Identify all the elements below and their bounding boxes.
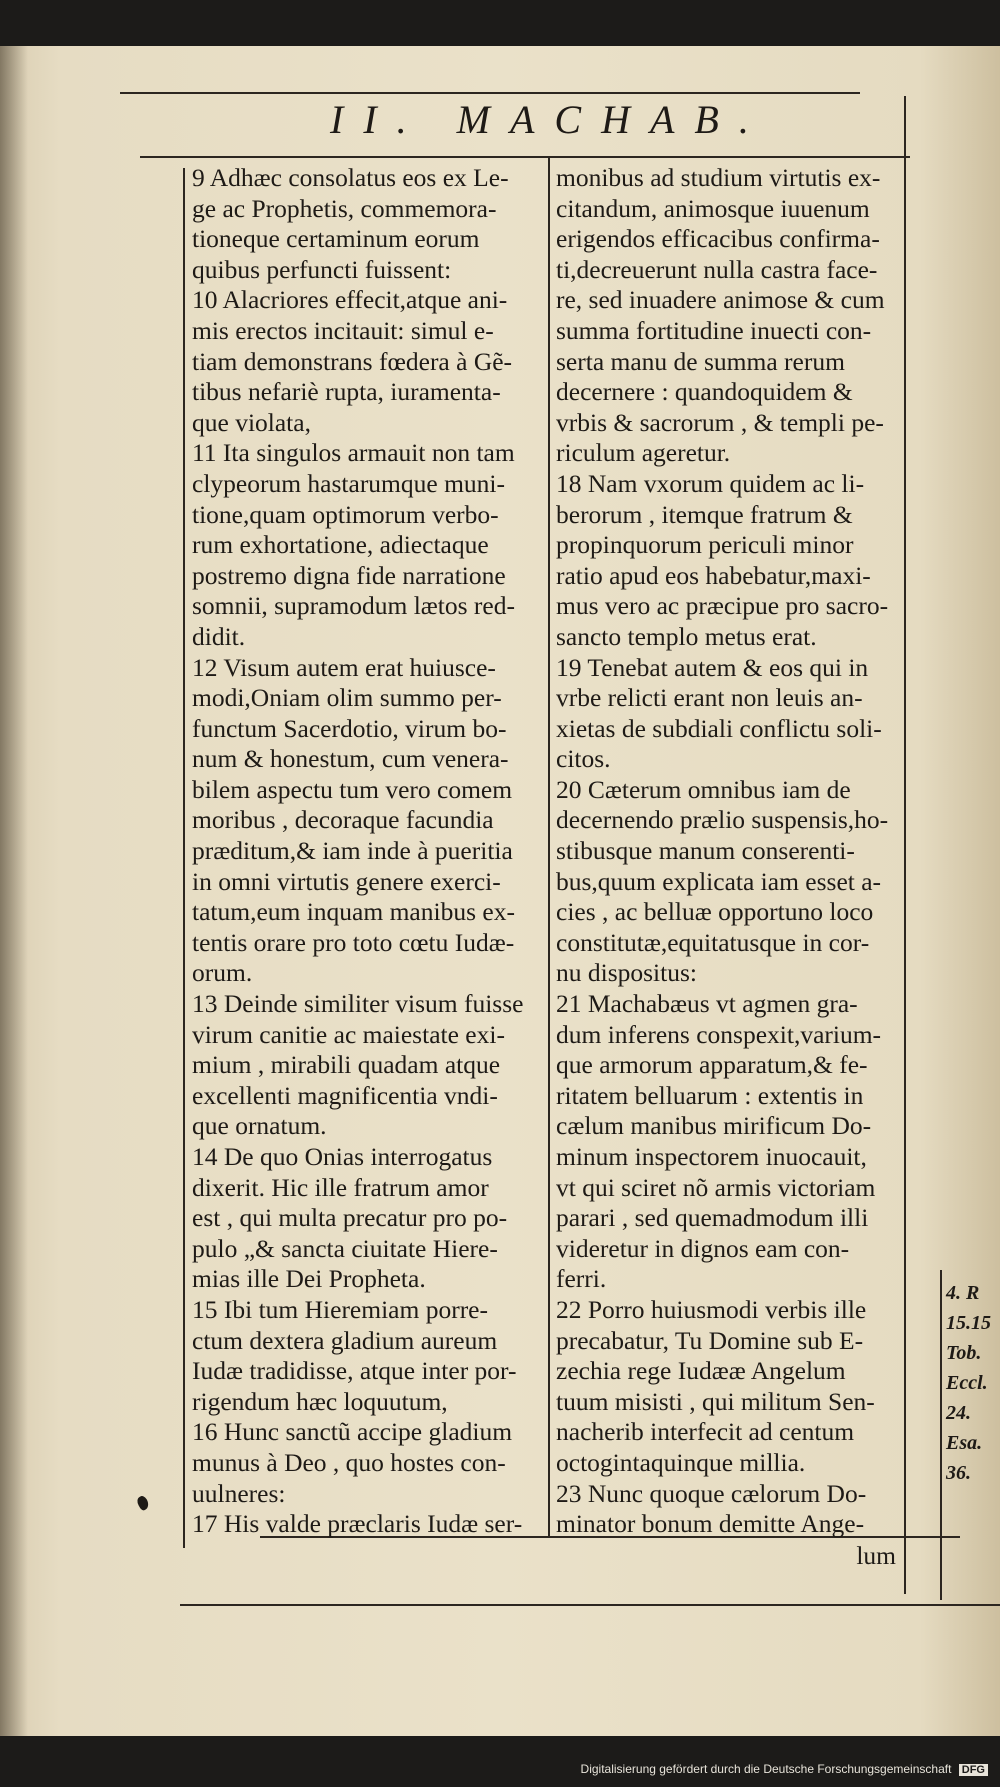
text-line: ge ac Prophetis, commemora- (192, 193, 497, 223)
text-line: clypeorum hastarumque muni- (192, 468, 505, 498)
text-line: xietas de subdiali conflictu soli- (556, 713, 882, 743)
text-line: ritatem belluarum : extentis in (556, 1080, 864, 1110)
text-line: excellenti magnificentia vndi- (192, 1080, 498, 1110)
text-line: que ornatum. (192, 1111, 327, 1141)
dfg-logo: DFG (959, 1764, 988, 1776)
text-line: tibus nefariè rupta, iuramenta- (192, 377, 501, 407)
header-rule-bottom (140, 156, 910, 158)
text-line: ti,decreuerunt nulla castra face- (556, 254, 878, 284)
text-line: nacherib interfecit ad centum (556, 1417, 855, 1447)
text-line: 11 Ita singulos armauit non tam (192, 438, 515, 468)
text-line: citandum, animosque iuuenum (556, 193, 870, 223)
text-line: citos. (556, 744, 611, 774)
text-line: quibus perfuncti fuissent: (192, 254, 452, 284)
text-line: rigendum hæc loquutum, (192, 1386, 448, 1416)
marginalia-rule (940, 1270, 942, 1600)
text-line: uulneres: (192, 1478, 286, 1508)
text-line: tioneque certaminum eorum (192, 224, 480, 254)
text-line: 15 Ibi tum Hieremiam porre- (192, 1294, 488, 1324)
text-line: præditum,& iam inde à pueritia (192, 836, 513, 866)
text-line: 12 Visum autem erat huiusce- (192, 652, 496, 682)
text-line: est , qui multa precatur pro po- (192, 1203, 508, 1233)
text-line: mis erectos incitauit: simul e- (192, 315, 494, 345)
text-line: que armorum apparatum,& fe- (556, 1050, 868, 1080)
left-text-column (192, 163, 544, 1540)
text-line: tatum,eum inquam manibus ex- (192, 897, 515, 927)
text-line: 21 Machabæus vt agmen gra- (556, 989, 858, 1019)
marginal-reference: 36. (946, 1462, 971, 1484)
text-line: dum inferens conspexit,varium- (556, 1019, 882, 1049)
text-line: tiam demonstrans fœdera à Gẽ- (192, 346, 513, 376)
text-line: videretur in dignos eam con- (556, 1233, 850, 1263)
text-line: decernendo prælio suspensis,ho- (556, 805, 889, 835)
text-line: moribus , decoraque facundia (192, 805, 494, 835)
text-line: 19 Tenebat autem & eos qui in (556, 652, 869, 682)
digitization-credit (581, 1762, 988, 1776)
right-text-column (556, 163, 902, 1540)
text-line: postremo digna fide narratione (192, 560, 506, 590)
marginal-reference: Tob. (946, 1342, 982, 1364)
text-line: riculum ageretur. (556, 438, 731, 468)
text-line: propinquorum periculi minor (556, 530, 854, 560)
text-line: berorum , itemque fratrum & (556, 499, 853, 529)
text-line: rum exhortatione, adiectaque (192, 530, 489, 560)
marginal-reference: 4. R (946, 1282, 980, 1304)
right-column-border (904, 96, 906, 1594)
text-line: tione,quam optimorum verbo- (192, 499, 499, 529)
text-line: mium , mirabili quadam atque (192, 1050, 501, 1080)
text-line: summa fortitudine inuecti con- (556, 315, 872, 345)
text-line: tentis orare pro toto cœtu Iudæ- (192, 927, 515, 957)
text-line: nu dispositus: (556, 958, 697, 988)
left-column-border (183, 168, 185, 1548)
text-line: vrbis & sacrorum , & templi pe- (556, 407, 884, 437)
header-rule-top (120, 92, 860, 94)
credit-text: Digitalisierung gefördert durch die Deutsche Forschungsgemeinschaft (580, 1762, 952, 1776)
text-line: mias ille Dei Propheta. (192, 1264, 426, 1294)
text-line: in omni virtutis genere exerci- (192, 866, 501, 896)
text-line: precabatur, Tu Domine sub E- (556, 1325, 864, 1355)
text-line: zechia rege Iudææ Angelum (556, 1356, 846, 1386)
text-line: minum inspectorem inuocauit, (556, 1142, 867, 1171)
marginal-reference: Esa. (946, 1432, 983, 1454)
text-line: 13 Deinde similiter visum fuisse (192, 989, 524, 1019)
text-line: mus vero ac præcipue pro sacro- (556, 591, 889, 621)
text-line: parari , sed quemadmodum illi (556, 1203, 869, 1233)
text-line: pulo „& sancta ciuitate Hiere- (192, 1233, 498, 1263)
marginal-reference: 24. (946, 1402, 971, 1424)
text-line: monibus ad studium virtutis ex- (556, 163, 881, 192)
text-line: bus,quum explicata iam esset a- (556, 866, 882, 896)
text-line: 17 His valde præclaris Iudæ ser- (192, 1509, 523, 1539)
text-line: vt qui sciret nõ armis victoriam (556, 1172, 876, 1202)
marginal-references (946, 1278, 991, 1488)
marginal-reference: 15.15 (946, 1312, 991, 1334)
text-line: erigendos efficacibus confirma- (556, 224, 880, 254)
text-line: Iudæ tradidisse, atque inter por- (192, 1356, 517, 1386)
text-line: ctum dextera gladium aureum (192, 1325, 498, 1355)
text-line: bilem aspectu tum vero comem (192, 774, 513, 804)
text-line: orum. (192, 958, 253, 988)
text-line: dixerit. Hic ille fratrum amor (192, 1172, 489, 1202)
text-line: 20 Cæterum omnibus iam de (556, 774, 851, 804)
text-line: 18 Nam vxorum quidem ac li- (556, 468, 865, 498)
text-line: 16 Hunc sanctũ accipe gladium (192, 1417, 513, 1447)
text-line: num & honestum, cum venera- (192, 744, 509, 774)
text-line: somnii, supramodum lætos red- (192, 591, 515, 621)
text-line: octogintaquinque millia. (556, 1447, 806, 1477)
text-line: sancto templo metus erat. (556, 621, 817, 651)
text-line: serta manu de summa rerum (556, 346, 845, 376)
text-line: virum canitie ac maiestate exi- (192, 1019, 505, 1049)
text-line: tuum misisti , qui militum Sen- (556, 1386, 875, 1416)
text-line: functum Sacerdotio, virum bo- (192, 713, 507, 743)
text-line: didit. (192, 621, 246, 651)
text-line: constitutæ,equitatusque in cor- (556, 927, 870, 957)
text-line: decernere : quandoquidem & (556, 377, 853, 407)
catchword: lum (856, 1541, 896, 1570)
text-line: cies , ac belluæ opportuno loco (556, 897, 874, 927)
text-line: 9 Adhæc consolatus eos ex Le- (192, 163, 509, 192)
text-line: que violata, (192, 407, 311, 437)
footer-rule-bottom (180, 1604, 1000, 1606)
gutter-shadow (0, 46, 28, 1736)
text-line: 10 Alacriores effecit,atque ani- (192, 285, 508, 315)
running-head: II. MACHAB. (330, 97, 769, 142)
text-line: vrbe relicti erant non leuis an- (556, 683, 863, 713)
text-line: 14 De quo Onias interrogatus (192, 1142, 493, 1171)
text-line: stibusque manum conserenti- (556, 836, 855, 866)
text-line: re, sed inuadere animose & cum (556, 285, 885, 315)
text-line: modi,Oniam olim summo per- (192, 683, 502, 713)
text-line: minator bonum demitte Ange- (556, 1509, 865, 1539)
text-line: 22 Porro huiusmodi verbis ille (556, 1294, 867, 1324)
text-line: 23 Nunc quoque cælorum Do- (556, 1478, 867, 1508)
text-line: cælum manibus mirificum Do- (556, 1111, 872, 1141)
column-divider (548, 158, 550, 1536)
text-line: ratio apud eos habebatur,maxi- (556, 560, 871, 590)
text-line: ferri. (556, 1264, 607, 1294)
marginal-reference: Eccl. (946, 1372, 988, 1394)
text-line: munus à Deo , quo hostes con- (192, 1447, 506, 1477)
